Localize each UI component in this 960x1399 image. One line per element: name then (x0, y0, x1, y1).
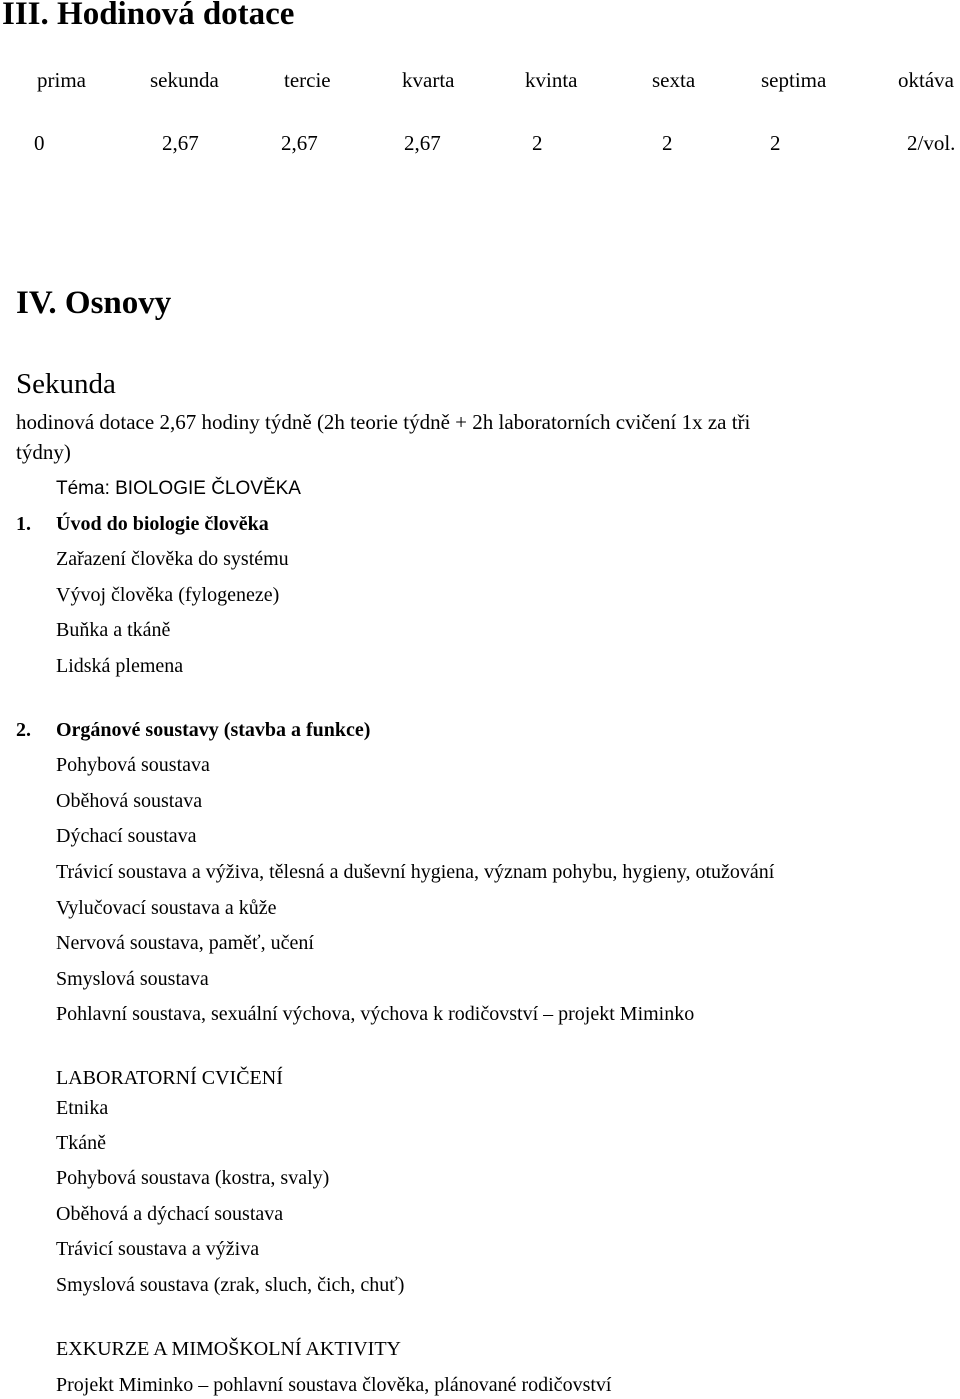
dotace-line-1: hodinová dotace 2,67 hodiny týdně (2h teorie týdně + 2h laboratorních cvičení 1x za tři (16, 410, 751, 434)
hours-cell: 0 (34, 131, 45, 155)
list-item: Smyslová soustava (56, 968, 209, 990)
year-cell: prima (37, 68, 86, 92)
section-4-title: IV. Osnovy (16, 285, 172, 321)
year-cell: kvinta (525, 68, 578, 92)
list-item: Nervová soustava, paměť, učení (56, 932, 314, 954)
list-item: Projekt Miminko – pohlavní soustava člověka, plánované rodičovství (56, 1374, 612, 1396)
hours-cell: 2 (532, 131, 543, 155)
hours-cell: 2,67 (162, 131, 199, 155)
list-item: Pohlavní soustava, sexuální výchova, výchova k rodičovství – projekt Miminko (56, 1003, 695, 1025)
grade-heading: Sekunda (16, 368, 116, 400)
list-item: Pohybová soustava (kostra, svaly) (56, 1167, 330, 1189)
hours-cell: 2 (770, 131, 781, 155)
year-cell: kvarta (402, 68, 455, 92)
lab-heading: LABORATORNÍ CVIČENÍ (56, 1067, 283, 1089)
list-item: Lidská plemena (56, 655, 184, 677)
year-cell: tercie (284, 68, 331, 92)
dotace-line-2: týdny) (16, 440, 71, 464)
hours-row (0, 131, 960, 161)
list-item: Oběhová soustava (56, 790, 203, 812)
topic-1-number: 1. (16, 513, 31, 535)
year-cell: oktáva (898, 68, 954, 92)
list-item: Dýchací soustava (56, 825, 197, 847)
years-row (0, 68, 960, 98)
list-item: Vývoj člověka (fylogeneze) (56, 584, 280, 606)
hours-cell: 2/vol. (907, 131, 956, 155)
topic-2-number: 2. (16, 719, 31, 741)
tema-label: Téma: BIOLOGIE ČLOVĚKA (56, 478, 301, 499)
list-item: Tkáně (56, 1132, 106, 1154)
list-item: Smyslová soustava (zrak, sluch, čich, chuť) (56, 1274, 405, 1296)
excursions-heading: EXKURZE A MIMOŠKOLNÍ AKTIVITY (56, 1338, 401, 1360)
hours-cell: 2 (662, 131, 673, 155)
list-item: Pohybová soustava (56, 754, 210, 776)
year-cell: septima (761, 68, 827, 92)
hours-cell: 2,67 (404, 131, 441, 155)
list-item: Vylučovací soustava a kůže (56, 897, 277, 919)
list-item: Oběhová a dýchací soustava (56, 1203, 284, 1225)
list-item: Zařazení člověka do systému (56, 548, 289, 570)
list-item: Trávicí soustava a výživa, tělesná a duševní hygiena, význam pohybu, hygieny, otužování (56, 861, 775, 883)
year-cell: sexta (652, 68, 696, 92)
list-item: Trávicí soustava a výživa (56, 1238, 260, 1260)
year-cell: sekunda (150, 68, 219, 92)
list-item: Etnika (56, 1097, 109, 1119)
section-3-title: III. Hodinová dotace (2, 0, 295, 32)
hours-cell: 2,67 (281, 131, 318, 155)
topic-2-title: Orgánové soustavy (stavba a funkce) (56, 719, 371, 741)
topic-1-title: Úvod do biologie člověka (56, 513, 269, 535)
list-item: Buňka a tkáně (56, 619, 171, 641)
